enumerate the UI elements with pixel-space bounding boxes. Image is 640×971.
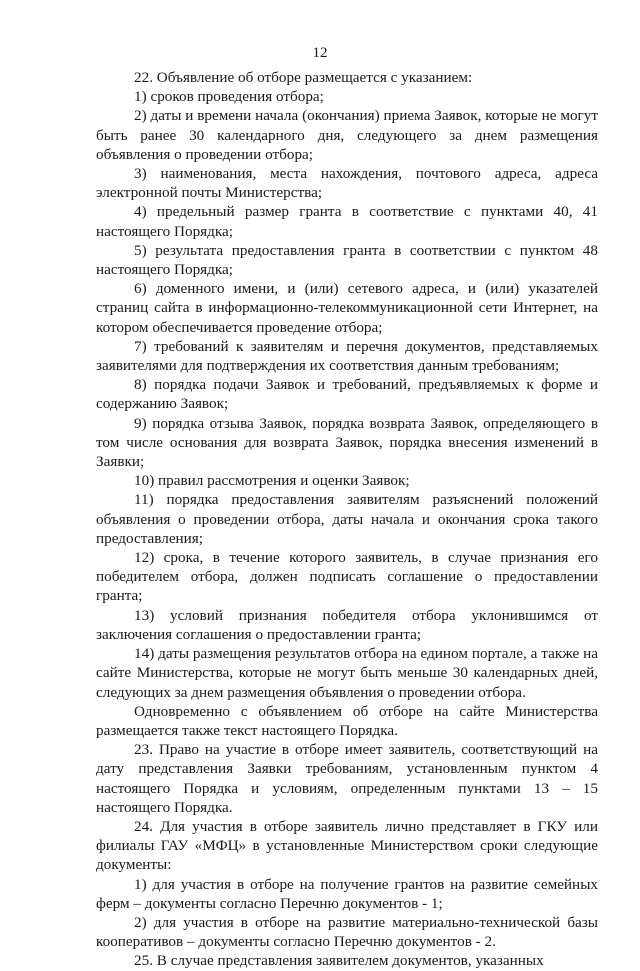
list-item-6: 6) доменного имени, и (или) сетевого адреса, и (или) указателей страниц сайта в информационно-телекоммуникационной сети Интернет, на котором обеспечивается проведение отбора; bbox=[96, 280, 598, 336]
paragraph-25: 25. В случае представления заявителем документов, указанных bbox=[134, 952, 544, 970]
list-item-5: 5) результата предоставления гранта в соответствии с пунктом 48 настоящего Порядка; bbox=[96, 241, 598, 279]
list-item-7: 7) требований к заявителям и перечня документов, представляемых заявителями для подтверждения их соответствия данным требованиям; bbox=[96, 337, 598, 375]
paragraph-simultaneous: Одновременно с объявлением об отборе на сайте Министерства размещается также текст настоящего Порядка. bbox=[96, 702, 598, 739]
list-item-24-1: 1) для участия в отборе на получение грантов на развитие семейных ферм – документы согласно Перечню документов - 1; bbox=[96, 875, 598, 912]
list-item-13: 13) условий признания победителя отбора уклонившимся от заключения соглашения о предоставлении гранта; bbox=[96, 606, 598, 643]
list-item-4: 4) предельный размер гранта в соответствие с пунктами 40, 41 настоящего Порядка; bbox=[96, 203, 598, 240]
list-item-8: 8) порядка подачи Заявок и требований, предъявляемых к форме и содержанию Заявок; bbox=[96, 376, 598, 413]
list-item-3: 3) наименования, места нахождения, почтового адреса, адреса электронной почты Министерства; bbox=[96, 165, 598, 202]
page-number: 12 bbox=[312, 45, 328, 61]
list-item-14: 14) даты размещения результатов отбора на едином портале, а также на сайте Министерства, которые не могут быть меньше 30 календарных дней, следующих за днем размещения объявления о проведении отбора. bbox=[96, 645, 598, 701]
list-item-11: 11) порядка предоставления заявителям разъяснений положений объявления о проведении отбора, даты начала и окончания срока такого предоставления; bbox=[96, 491, 598, 547]
paragraph-24: 24. Для участия в отборе заявитель лично представляет в ГКУ или филиалы ГАУ «МФЦ» в установленные Министерством сроки следующие документы: bbox=[96, 817, 598, 874]
list-item-1: 1) сроков проведения отбора; bbox=[134, 88, 324, 106]
list-item-24-2: 2) для участия в отборе на развитие материально-технической базы кооперативов – документы согласно Перечню документов - 2. bbox=[96, 913, 598, 951]
list-item-12: 12) срока, в течение которого заявитель, в случае признания его победителем отбора, должен подписать соглашение о предоставлении гранта; bbox=[96, 549, 598, 605]
list-item-9: 9) порядка отзыва Заявок, порядка возврата Заявок, определяющего в том числе основания для возврата Заявок, порядка внесения изменений в Заявки; bbox=[96, 414, 598, 471]
paragraph-23: 23. Право на участие в отборе имеет заявитель, соответствующий на дату представления Заявки требованиям, установленным пунктом 4 настоящего Порядка и условиям, определенным пунктами 13 – 15 настоящего Порядка. bbox=[96, 741, 598, 816]
paragraph-22: 22. Объявление об отборе размещается с указанием: bbox=[134, 69, 473, 86]
list-item-10: 10) правил рассмотрения и оценки Заявок; bbox=[134, 472, 410, 490]
document-body bbox=[96, 68, 598, 971]
list-item-2: 2) даты и времени начала (окончания) приема Заявок, которые не могут быть ранее 30 календарного дня, следующего за днем размещения объявления о проведении отбора; bbox=[96, 107, 598, 163]
